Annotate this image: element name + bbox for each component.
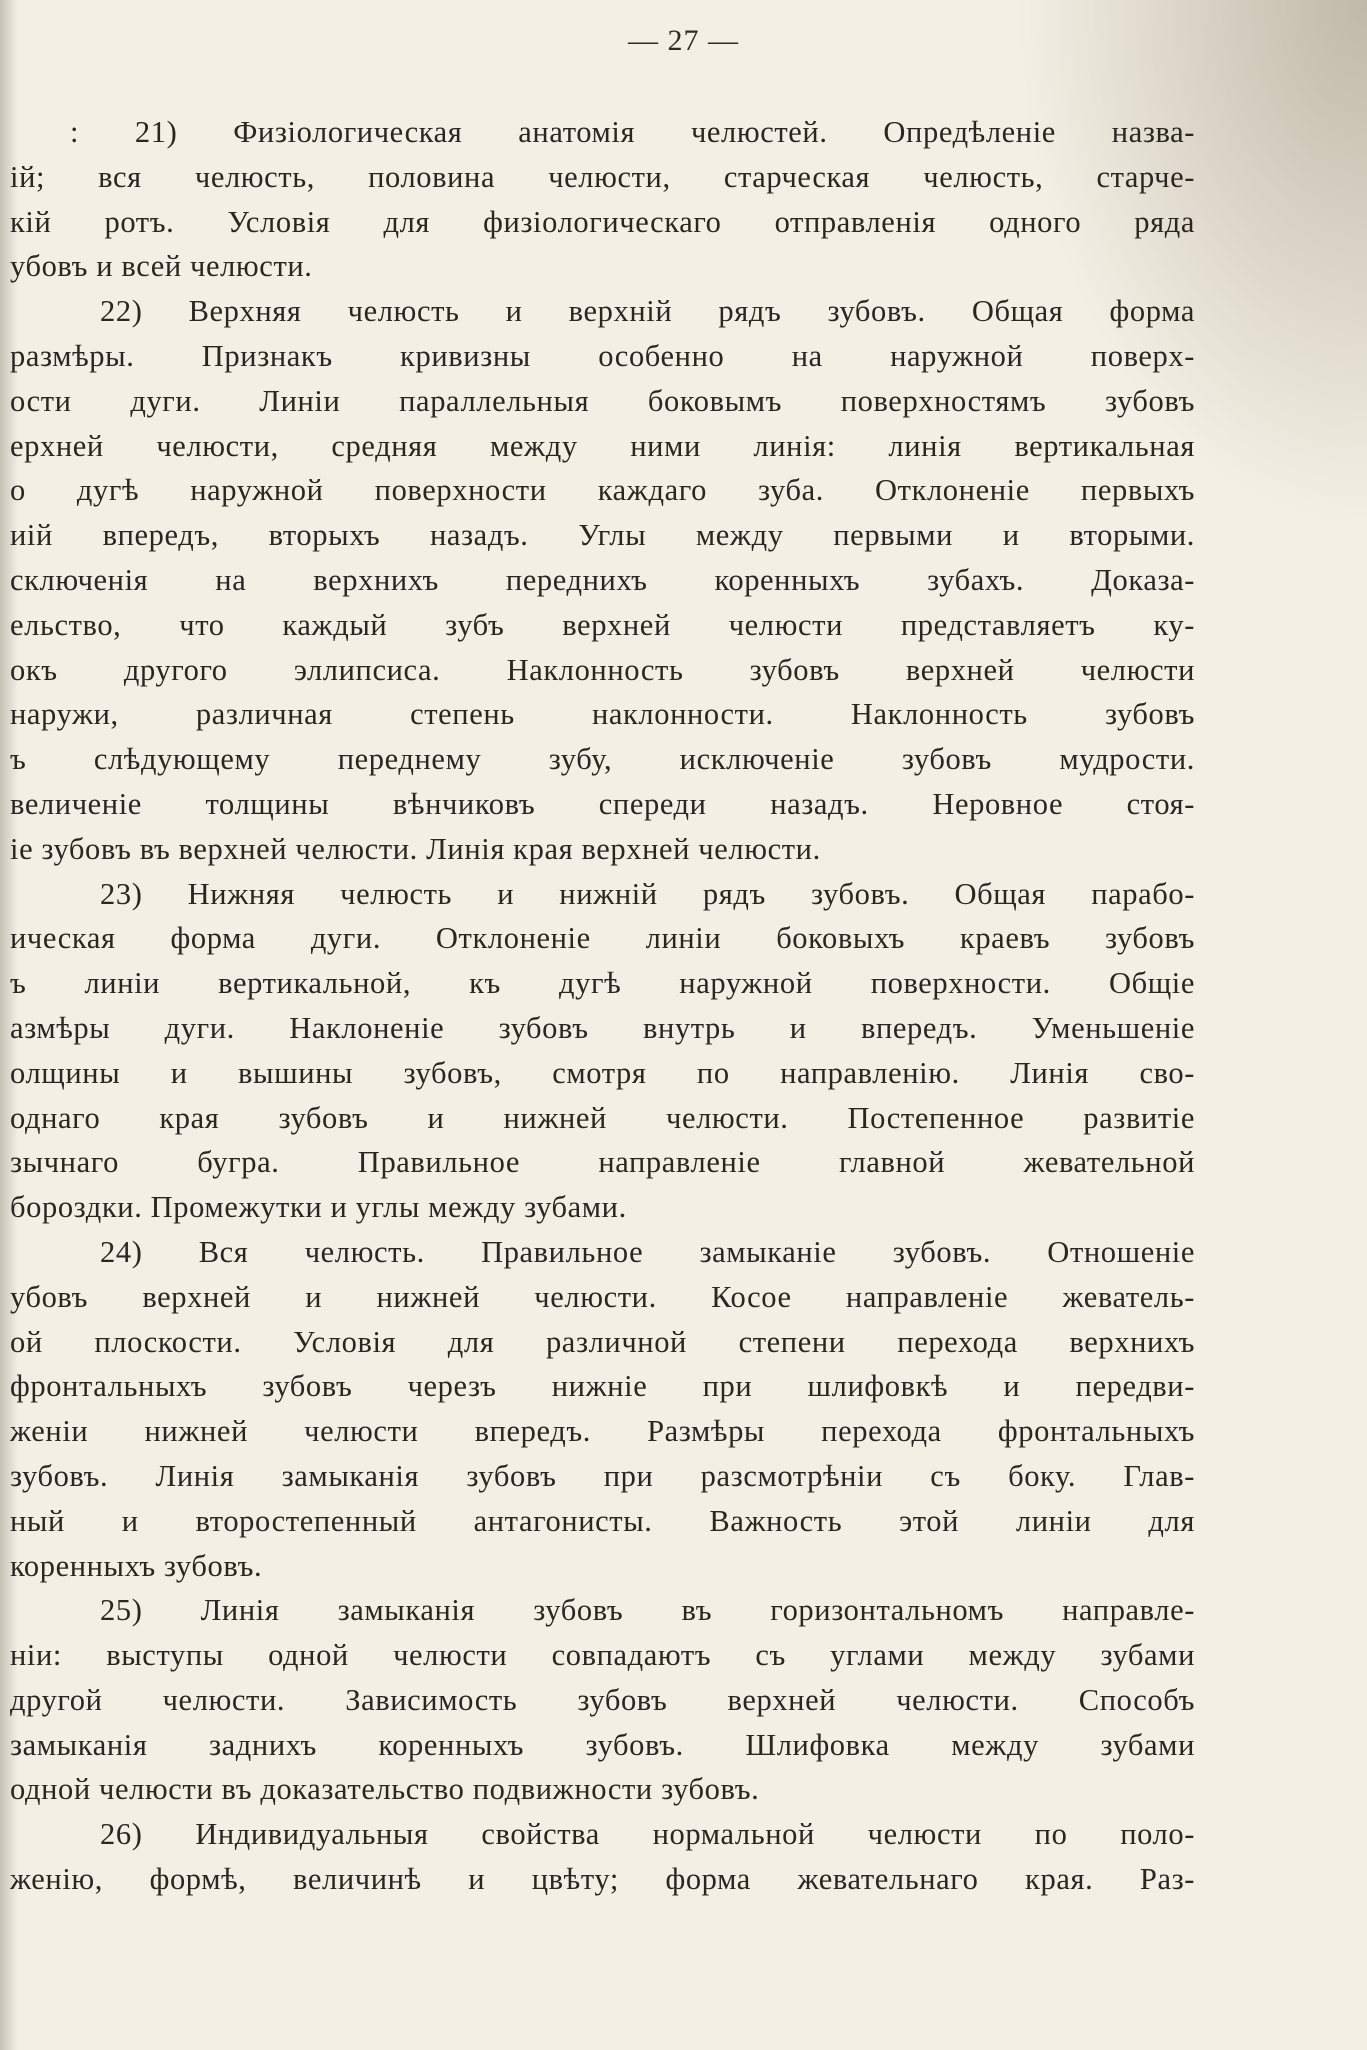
text-line: олщины и вышины зубовъ, смотря по направленiю. Линiя сво-	[10, 1055, 1195, 1090]
text-line: ный и второстепенный антагонисты. Важность этой линiи для	[10, 1503, 1195, 1538]
text-line: ъ линiи вертикальной, къ дугѣ наружной поверхности. Общiе	[10, 966, 1195, 1001]
text-line: кiй ротъ. Условiя для физiологическаго отправленiя одного ряда	[10, 204, 1195, 239]
text-line: однаго края зубовъ и нижней челюсти. Постепенное развитiе	[10, 1100, 1195, 1135]
text-line: ой плоскости. Условiя для различной степени перехода верхнихъ	[10, 1324, 1195, 1359]
text-line: 23) Нижняя челюсть и нижнiй рядъ зубовъ. Общая парабо-	[100, 876, 1195, 911]
text-line: фронтальныхъ зубовъ черезъ нижнiе при шлифовкѣ и передви-	[10, 1369, 1195, 1404]
text-line: убовъ верхней и нижней челюсти. Косое направленiе жеватель-	[10, 1279, 1195, 1314]
text-line: ъ слѣдующему переднему зубу, исключенiе зубовъ мудрости.	[10, 742, 1195, 777]
page-number: — 27 —	[628, 24, 739, 57]
text-line: 24) Вся челюсть. Правильное замыканiе зубовъ. Отношенiе	[100, 1234, 1195, 1269]
text-line: величенiе толщины вѣнчиковъ спереди назадъ. Неровное стоя-	[10, 786, 1195, 821]
text-line: сключенiя на верхнихъ переднихъ коренныхъ зубахъ. Доказа-	[10, 562, 1195, 597]
text-line: бороздки. Промежутки и углы между зубами.	[10, 1190, 627, 1225]
text-line: нiи: выступы одной челюсти совпадаютъ съ углами между зубами	[10, 1638, 1195, 1673]
text-line: убовъ и всей челюсти.	[10, 249, 313, 284]
text-line: замыканiя заднихъ коренныхъ зубовъ. Шлифовка между зубами	[10, 1727, 1195, 1762]
text-line: о дугѣ наружной поверхности каждаго зуба. Отклоненiе первыхъ	[10, 473, 1195, 508]
text-line: наружи, различная степень наклонности. Наклонность зубовъ	[10, 697, 1195, 732]
body-text	[10, 110, 1195, 1902]
text-line: коренныхъ зубовъ.	[10, 1548, 263, 1583]
text-line: 26) Индивидуальныя свойства нормальной челюсти по поло-	[100, 1817, 1195, 1852]
text-line: ости дуги. Линiи параллельныя боковымъ поверхностямъ зубовъ	[10, 383, 1195, 418]
text-line: азмѣры дуги. Наклоненiе зубовъ внутрь и впередъ. Уменьшенiе	[10, 1010, 1195, 1045]
text-line: иiй впередъ, вторыхъ назадъ. Углы между первыми и вторыми.	[10, 518, 1195, 553]
text-line: женiю, формѣ, величинѣ и цвѣту; форма жевательнаго края. Раз-	[10, 1862, 1195, 1897]
text-line: iе зубовъ въ верхней челюсти. Линiя края верхней челюсти.	[10, 831, 821, 866]
text-line: : 21) Физiологическая анатомiя челюстей. Опредѣленiе назва-	[70, 115, 1195, 149]
text-line: размѣры. Признакъ кривизны особенно на наружной поверх-	[10, 338, 1195, 373]
text-line: одной челюсти въ доказательство подвижности зубовъ.	[10, 1772, 760, 1807]
text-line: ерхней челюсти, средняя между ними линiя: линiя вертикальная	[10, 428, 1195, 463]
text-line: 22) Верхняя челюсть и верхнiй рядъ зубовъ. Общая форма	[100, 294, 1195, 329]
text-line: ическая форма дуги. Отклоненiе линiи боковыхъ краевъ зубовъ	[10, 921, 1195, 956]
text-line: окъ другого эллипсиса. Наклонность зубовъ верхней челюсти	[10, 652, 1195, 687]
text-line: женiи нижней челюсти впередъ. Размѣры перехода фронтальныхъ	[10, 1414, 1195, 1449]
text-line: ельство, что каждый зубъ верхней челюсти представляетъ ку-	[10, 607, 1195, 642]
text-line: другой челюсти. Зависимость зубовъ верхней челюсти. Способъ	[10, 1682, 1195, 1717]
text-line: зубовъ. Линiя замыканiя зубовъ при разсмотрѣнiи съ боку. Глав-	[10, 1458, 1195, 1493]
text-line: зычнаго бугра. Правильное направленiе главной жевательной	[10, 1145, 1195, 1180]
text-line: 25) Линiя замыканiя зубовъ въ горизонтальномъ направле-	[100, 1593, 1195, 1628]
text-line: iй; вся челюсть, половина челюсти, старческая челюсть, старче-	[10, 159, 1195, 194]
